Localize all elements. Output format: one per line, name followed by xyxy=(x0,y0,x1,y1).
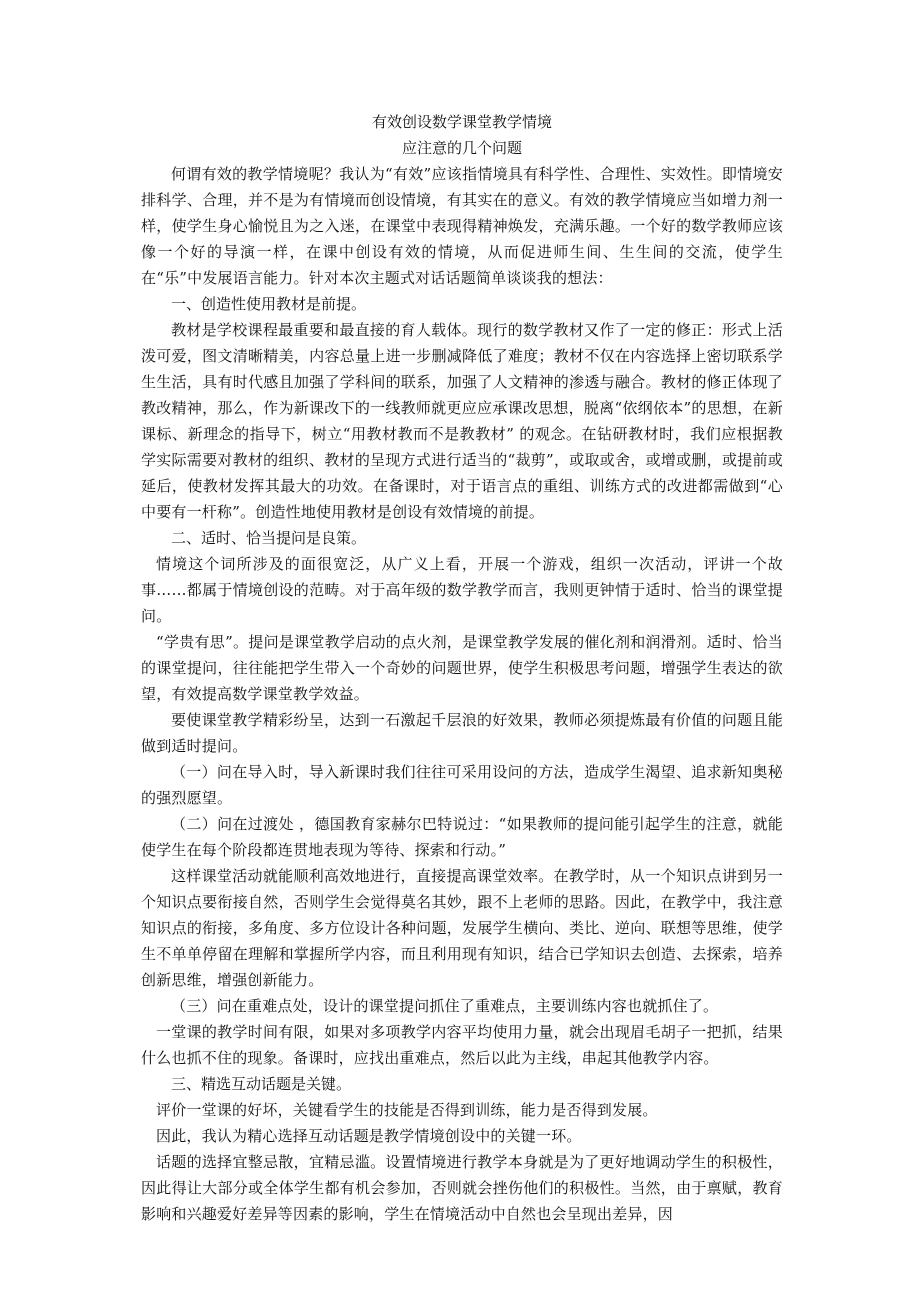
subsection-1: （一）问在导入时，导入新课时我们往往可采用设问的方法，造成学生渴望、追求新知奥秘的强烈愿望。 xyxy=(141,763,783,807)
paragraph-situation: 情境这个词所涉及的面很宽泛，从广义上看，开展一个游戏，组织一次活动，评讲一个故事……都属于情境创设的范畴。对于高年级的数学教学而言，我则更钟情于适时、恰当的课堂提问。 xyxy=(141,555,783,625)
paragraph-intro: 何谓有效的教学情境呢？我认为“有效”应该指情境具有科学性、合理性、实效性。即情境安排科学、合理，并不是为有情境而创设情境，有其实在的意义。有效的教学情境应当如增力剂一样，使学生身心愉悦且为之入迷，在课堂中表现得精神焕发，充满乐趣。一个好的数学教师应该像一个好的导演一样，在课中创设有效的情境，从而促进师生间、生生间的交流，使学生在“乐”中发展语言能力。针对本次主题式对话话题简单谈谈我的想法： xyxy=(141,165,783,287)
paragraph-transition: 这样课堂活动就能顺利高效地进行，直接提高课堂效率。在教学时，从一个知识点讲到另一个知识点要衔接自然，否则学生会觉得莫名其妙，跟不上老师的思路。因此，在教学中，我注意知识点的衔接，多角度、多方位设计各种问题，发展学生横向、类比、逆向、联想等思维，使学生不单单停留在理解和掌握所学内容，而且利用现有知识，结合已学知识去创造、去探索，培养创新思维，增强创新能力。 xyxy=(141,867,783,989)
section-heading-1: 一、创造性使用教材是前提。 xyxy=(171,295,367,313)
document-title-line2: 应注意的几个问题 xyxy=(401,139,522,157)
paragraph-textbook: 教材是学校课程最重要和最直接的育人载体。现行的数学教材又作了一定的修正：形式上活泼可爱，图文清晰精美，内容总量上进一步删减降低了难度；教材不仅在内容选择上密切联系学生生活，具有时代感且加强了学科间的联系，加强了人文精神的渗透与融合。教材的修正体现了教改精神，那么，作为新课改下的一线教师就更应应承课改思想，脱离“依纲依本”的思想，在新课标、新理念的指导下，树立“用教材教而不是教教材” 的观念。在钻研教材时，我们应根据教学实际需要对教材的组织、教材的呈现方式进行适当的“裁剪”，或取或舍，或增或删，或提前或延后，使教材发挥其最大的功效。在备课时，对于语言点的重组、训练方式的改进都需做到“心中要有一杆称”。创造性地使用教材是创设有效情境的前提。 xyxy=(141,321,783,521)
paragraph-wonderful-class: 要使课堂教学精彩纷呈，达到一石激起千层浪的好效果，教师必须提炼最有价值的问题且能做到适时提问。 xyxy=(141,711,783,755)
paragraph-evaluation: 评价一堂课的好坏，关键看学生的技能是否得到训练，能力是否得到发展。 xyxy=(156,1101,658,1119)
document-title-line1: 有效创设数学课堂教学情境 xyxy=(371,113,552,131)
subsection-2: （二）问在过渡处 ，德国教育家赫尔巴特说过：“如果教师的提问能引起学生的注意，就能使学生在每个阶段都连贯地表现为等待、探索和行动。” xyxy=(141,815,783,859)
section-heading-3: 三、精选互动话题是关键。 xyxy=(171,1075,352,1093)
subsection-3: （三）问在重难点处，设计的课堂提问抓住了重难点，主要训练内容也就抓住了。 xyxy=(171,997,719,1015)
paragraph-therefore: 因此，我认为精心选择互动话题是教学情境创设中的关键一环。 xyxy=(156,1127,582,1145)
document-page xyxy=(141,109,783,1227)
paragraph-questioning: “学贵有思”。提问是课堂教学启动的点火剂，是课堂教学发展的催化剂和润滑剂。适时、恰当的课堂提问，往往能把学生带入一个奇妙的问题世界，使学生积极思考问题，增强学生表达的欲望，有效提高数学课堂教学效益。 xyxy=(141,633,783,703)
section-heading-2: 二、适时、恰当提问是良策。 xyxy=(171,529,367,547)
paragraph-key-points: 一堂课的教学时间有限，如果对多项教学内容平均使用力量，就会出现眉毛胡子一把抓，结果什么也抓不住的现象。备课时，应找出重难点，然后以此为主线，串起其他教学内容。 xyxy=(141,1023,783,1067)
paragraph-topic-choice: 话题的选择宜整忌散，宜精忌滥。设置情境进行教学本身就是为了更好地调动学生的积极性，因此得让大部分或全体学生都有机会参加，否则就会挫伤他们的积极性。当然，由于禀赋，教育影响和兴趣爱好差异等因素的影响，学生在情境活动中自然也会呈现出差异，因 xyxy=(141,1153,783,1223)
